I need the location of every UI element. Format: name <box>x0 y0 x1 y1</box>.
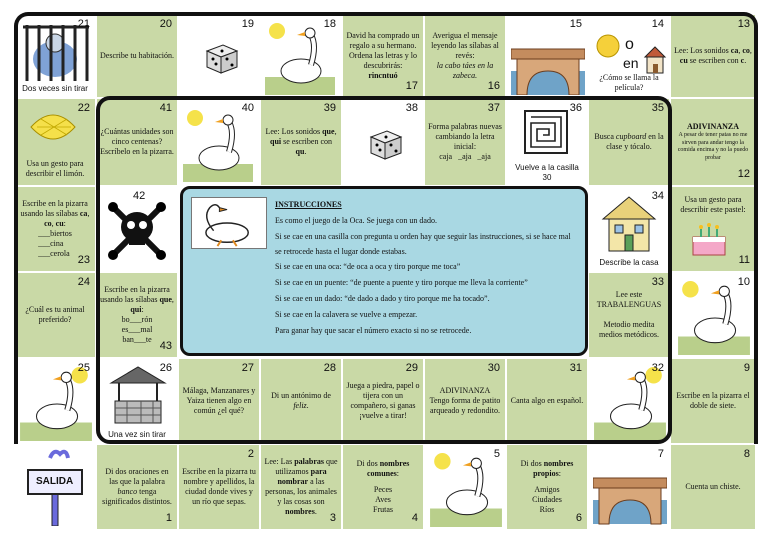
square-4[interactable] <box>342 444 424 530</box>
square-number: 8 <box>743 448 750 460</box>
goose-icon <box>265 21 335 95</box>
square-number: 6 <box>575 512 582 525</box>
square-text-emphasis: rincntuó <box>368 71 398 80</box>
square-32[interactable] <box>588 358 670 444</box>
square-caption: Dos veces sin tirar <box>15 84 95 94</box>
instructions-line: Si se cae en un dado: “de dado a dado y tiro porque me ha tocado”. <box>275 294 490 304</box>
square-number: 27 <box>241 362 254 374</box>
square-6[interactable] <box>506 444 588 530</box>
square-number: 39 <box>323 102 336 114</box>
square-17[interactable] <box>342 14 424 98</box>
square-text-part: , <box>171 295 174 304</box>
square-number: 31 <box>569 362 582 374</box>
square-number: 19 <box>241 18 254 30</box>
square-16[interactable] <box>424 14 506 98</box>
square-text-part: : <box>396 469 399 478</box>
square-3[interactable] <box>260 444 342 530</box>
square-text: ¿Cuántas unidades son cinco centenas? Escríbelo en la pizarra. <box>100 127 174 156</box>
square-text-bold: que <box>322 127 335 136</box>
salida-square[interactable] <box>14 444 96 530</box>
instructions-line: Si se cae en un puente: “de puente a puente y tiro porque me lleva la corriente” <box>275 278 528 288</box>
square-text <box>674 46 752 66</box>
square-text-italic: cupboard <box>615 132 647 141</box>
square-text <box>510 459 584 479</box>
square-text: ¿Cuál es tu animal preferido? <box>25 305 85 324</box>
square-text-italic: feliz <box>293 401 307 410</box>
square-text <box>100 285 174 315</box>
square-text: A pesar de tener patas no me sirven para andar tengo la comida encima y no la puedo probar <box>677 132 749 161</box>
bridge-icon <box>593 463 667 525</box>
square-number: 42 <box>133 190 146 202</box>
square-9[interactable] <box>670 358 756 444</box>
square-text-bold: para nombrar <box>277 467 327 486</box>
square-number: 14 <box>651 18 664 30</box>
square-number: 20 <box>159 18 172 30</box>
square-text-bold: nombres <box>285 507 315 516</box>
house-icon <box>643 45 667 75</box>
square-text-part: . <box>314 507 317 516</box>
square-39[interactable] <box>260 98 342 186</box>
square-text: Forma palabras nuevas cambiando la letra inicial: <box>428 122 502 151</box>
square-33[interactable] <box>588 272 670 358</box>
square-text-part: se escriben con <box>281 137 332 146</box>
instructions-line: Es como el juego de la Oca. Se juega con un dado. <box>275 216 437 225</box>
square-text-part: Escribe en la pizarra usando las sílabas <box>100 285 170 304</box>
square-number: 37 <box>487 102 500 114</box>
square-18[interactable] <box>260 14 342 98</box>
square-text-part: : <box>141 305 144 314</box>
square-text: Tengo forma de patito arqueado y redondito. <box>429 396 501 415</box>
sun-icon <box>595 33 621 59</box>
square-13[interactable] <box>670 14 756 98</box>
square-number: 40 <box>241 102 254 114</box>
square-number: 38 <box>405 102 418 114</box>
square-text-part: tenga significados distintos. <box>102 487 172 506</box>
square-36[interactable] <box>506 98 588 186</box>
square-37[interactable] <box>424 98 506 186</box>
square-number: 33 <box>651 276 664 288</box>
square-24[interactable] <box>14 272 96 358</box>
square-number: 36 <box>569 102 582 114</box>
square-text-bold: que <box>159 295 172 304</box>
instructions-title: INSTRUCCIONES <box>275 200 342 209</box>
square-text: Escribe en la pizarra el doble de siete. <box>676 391 750 410</box>
dice-icon <box>203 41 239 75</box>
square-number: 34 <box>651 190 664 202</box>
square-caption: Describe la casa <box>589 258 669 268</box>
rebus-word-en: en <box>623 55 639 71</box>
square-text: Lee este TRABALENGUAS <box>596 290 662 309</box>
square-number: 23 <box>77 254 90 267</box>
square-number: 21 <box>77 18 90 30</box>
square-text: David ha comprado un regalo a su hermano. Ordena las letras y lo descubrirás: <box>346 31 420 70</box>
square-number: 3 <box>329 512 336 525</box>
square-text: Usa un gesto para describir este pastel: <box>680 195 746 214</box>
square-text-part: Lee: Los sonidos <box>674 46 731 55</box>
instructions-line: Si se cae en la calavera se vuelve a empezar. <box>275 310 418 320</box>
square-text: Escribe en la pizarra tu nombre y apellidos, la ciudad donde vives y un río que sepas. <box>182 467 256 506</box>
square-text: Canta algo en español. <box>510 396 584 405</box>
square-list: Amigos Ciudades Ríos <box>532 485 562 514</box>
square-28[interactable] <box>260 358 342 444</box>
square-text-part: Di dos <box>356 459 380 468</box>
bridge-icon <box>511 35 585 95</box>
well-icon <box>109 363 167 425</box>
square-text-part: en la clase y tócalo. <box>606 132 664 151</box>
square-number: 10 <box>737 276 750 288</box>
square-text-part: Di dos <box>520 459 544 468</box>
square-text: Describe tu habitación. <box>100 51 174 60</box>
square-text-bold: c <box>740 56 745 65</box>
square-15[interactable] <box>506 14 588 98</box>
dice-icon <box>367 127 403 161</box>
square-19[interactable] <box>178 14 260 98</box>
square-text-bold: qui <box>130 305 142 314</box>
square-26[interactable] <box>96 358 178 444</box>
square-text-part: se escriben con <box>687 56 741 65</box>
square-text <box>592 132 666 152</box>
square-blanks: ___biertos ___cina ___cerola <box>38 229 72 258</box>
lemon-icon <box>27 107 79 147</box>
instructions-line: Si se cae en una casilla con pregunta u orden hay que seguir las instrucciones, si se hace mal se retrocede hasta el lugar donde estabas. <box>275 232 571 257</box>
square-number: 41 <box>159 102 172 114</box>
square-number: 11 <box>738 254 750 267</box>
square-text-part: , <box>334 127 337 136</box>
rebus-letter-o: o <box>625 36 634 53</box>
salida-label: SALIDA <box>36 476 74 487</box>
square-text <box>264 391 338 411</box>
square-10[interactable] <box>670 272 756 358</box>
square-text: Averigua el mensaje leyendo las sílabas al revés: <box>431 31 499 60</box>
square-text: ¿Cómo se llama la película? <box>599 73 659 92</box>
maze-icon <box>523 109 569 155</box>
square-8[interactable] <box>670 444 756 530</box>
square-text-italic: banco <box>117 487 138 496</box>
square-text <box>264 127 338 157</box>
square-text-part: . <box>304 147 307 156</box>
square-number: 17 <box>405 80 418 93</box>
square-number: 29 <box>405 362 418 374</box>
square-text-part: . <box>306 401 309 410</box>
square-text-part: Busca <box>594 132 616 141</box>
square-number: 1 <box>165 512 172 525</box>
square-text-part: Escribe en la pizarra usando las sílabas <box>20 199 88 218</box>
goose-icon <box>429 451 503 527</box>
square-blanks: bo___rón es___mal ban___te <box>121 315 153 344</box>
square-caption <box>507 163 587 183</box>
square-23[interactable] <box>14 186 96 272</box>
square-text: Usa un gesto para describir el limón. <box>25 159 85 178</box>
square-text-bold: nombres propios <box>533 459 574 478</box>
instructions-line: Para ganar hay que sacar el número exacto si no se retrocede. <box>275 326 472 336</box>
square-number: 28 <box>323 362 336 374</box>
square-number: 9 <box>743 362 750 374</box>
square-number: 5 <box>493 448 500 460</box>
square-caption-line: 30 <box>542 173 552 182</box>
square-text-bold: ca <box>730 46 739 55</box>
square-text-part: a las personas, los animales y las cosas son <box>265 477 337 506</box>
square-text-bold: cu <box>679 56 688 65</box>
square-text-part: , <box>749 46 752 55</box>
square-number: 16 <box>487 80 500 93</box>
square-title: ADIVINANZA <box>686 122 739 131</box>
square-20[interactable] <box>96 14 178 98</box>
square-text-bold: qui <box>270 137 282 146</box>
square-number: 30 <box>487 362 500 374</box>
square-42[interactable] <box>96 186 178 272</box>
square-27[interactable] <box>178 358 260 444</box>
square-text-part: : <box>63 219 66 228</box>
square-number: 25 <box>77 362 90 374</box>
square-number: 32 <box>651 362 664 374</box>
goose-icon <box>677 279 751 355</box>
goose-icon <box>593 365 667 441</box>
square-number: 24 <box>77 276 90 288</box>
house-icon <box>601 193 657 255</box>
square-text-part: que utilizamos <box>275 457 338 476</box>
square-text: Cuenta un chiste. <box>685 482 741 491</box>
square-number: 2 <box>247 448 254 460</box>
square-number: 18 <box>323 18 336 30</box>
square-22[interactable] <box>14 98 96 186</box>
square-11[interactable] <box>670 186 756 272</box>
square-text <box>264 457 338 517</box>
square-14[interactable] <box>588 14 670 98</box>
square-text <box>346 459 420 479</box>
square-number: 22 <box>77 102 90 114</box>
square-text-bold: co <box>742 46 750 55</box>
square-list: Peces Aves Frutas <box>373 485 393 514</box>
square-text-tongue-twister: Metodio medita medios metódicos. <box>599 320 659 339</box>
square-text: Málaga, Manzanares y Yaiza tienen algo en común ¿el qué? <box>182 386 256 415</box>
cake-icon <box>689 223 729 257</box>
instructions-panel <box>180 186 588 356</box>
square-text-bold: cu <box>55 219 64 228</box>
square-40[interactable] <box>178 98 260 186</box>
square-43[interactable] <box>96 272 178 358</box>
square-text-part: . <box>744 56 747 65</box>
square-7[interactable] <box>588 444 670 530</box>
square-2[interactable] <box>178 444 260 530</box>
goose-logo-icon <box>191 197 267 249</box>
goose-icon <box>19 365 93 441</box>
square-41[interactable] <box>96 98 178 186</box>
square-30[interactable] <box>424 358 506 444</box>
goose-icon <box>183 107 253 183</box>
square-number: 13 <box>737 18 750 30</box>
square-29[interactable] <box>342 358 424 444</box>
square-text-part: , <box>51 219 56 228</box>
square-31[interactable] <box>506 358 588 444</box>
square-text <box>18 199 92 229</box>
square-text-part: Lee: Los sonidos <box>265 127 323 136</box>
square-text-part: : <box>558 469 561 478</box>
square-text-part: Di dos oraciones en las que la palabra <box>105 467 169 486</box>
instructions-line: Si se cae en una oca: “de oca a oca y tiro porque me toca” <box>275 262 461 272</box>
square-text-bold: ca <box>79 209 88 218</box>
square-text-bold: qu <box>295 147 305 156</box>
square-number: 12 <box>737 168 750 181</box>
square-text-part: , <box>87 209 90 218</box>
square-12[interactable] <box>670 98 756 186</box>
square-title: ADIVINANZA <box>439 386 491 395</box>
square-38[interactable] <box>342 98 424 186</box>
square-5[interactable] <box>424 444 506 530</box>
square-number: 15 <box>569 18 582 30</box>
square-number: 43 <box>159 340 172 353</box>
square-text-part: , <box>738 46 743 55</box>
skull-crossbones-icon <box>107 197 167 263</box>
square-caption-line: Vuelve a la casilla <box>515 163 579 172</box>
square-text-part: Di un antónimo de <box>271 391 331 400</box>
square-number: 26 <box>159 362 172 374</box>
square-text-bold: co <box>44 219 52 228</box>
square-text-words: caja _aja _aja <box>439 152 491 161</box>
square-25[interactable] <box>14 358 96 444</box>
square-21[interactable] <box>14 14 96 98</box>
square-number: 35 <box>651 102 664 114</box>
square-34[interactable] <box>588 186 670 272</box>
square-caption: Una vez sin tirar <box>97 430 177 440</box>
square-text <box>100 467 174 507</box>
square-text-part: Lee: Las <box>264 457 295 466</box>
square-text: Juega a piedra, papel o tijera con un compañero, si ganas ¡vuelve a tirar! <box>346 381 420 420</box>
square-text-bold: nombres comunes <box>366 459 410 478</box>
square-number: 4 <box>411 512 418 525</box>
square-text-emphasis: la cabo táes en la zabeca. <box>436 61 494 80</box>
square-number: 7 <box>657 448 664 460</box>
square-35[interactable] <box>588 98 670 186</box>
square-1[interactable] <box>96 444 178 530</box>
square-text-bold: palabras <box>294 457 324 466</box>
